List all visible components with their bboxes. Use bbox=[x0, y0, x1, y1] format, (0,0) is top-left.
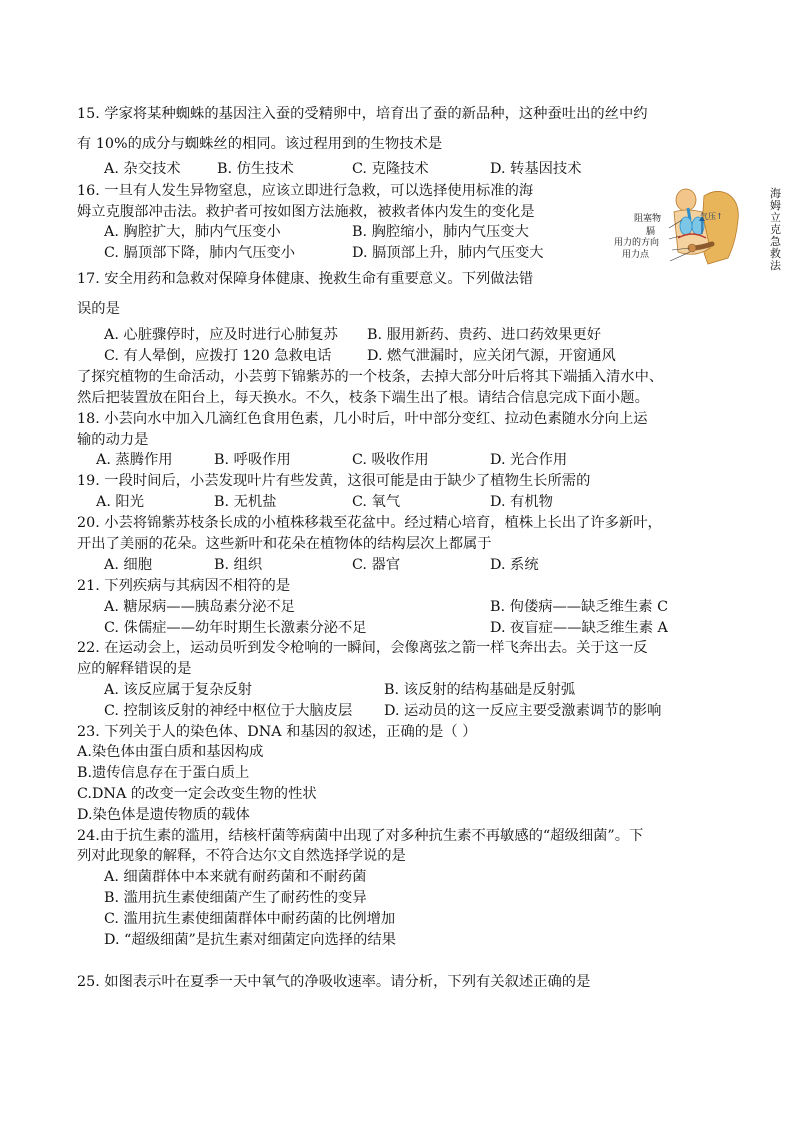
q23-option-c: C.DNA 的改变一定会改变生物的性状 bbox=[77, 786, 317, 802]
q19-option-b: B. 无机盐 bbox=[214, 494, 277, 510]
q15-option-b: B. 仿生技术 bbox=[217, 161, 294, 177]
q18-option-d: D. 光合作用 bbox=[490, 452, 568, 468]
q18-option-b: B. 呼吸作用 bbox=[214, 452, 291, 468]
q24-option-a: A. 细菌群体中本来就有耐药菌和不耐药菌 bbox=[104, 869, 367, 885]
q15-option-c: C. 克隆技术 bbox=[352, 161, 429, 177]
q21-option-d: D. 夜盲症——缺乏维生素 A bbox=[490, 620, 668, 636]
q19-option-c: C. 氧气 bbox=[352, 494, 401, 510]
q22-stem-line2: 应的解释错误的是 bbox=[77, 661, 192, 677]
q23-option-d: D.染色体是遗传物质的载体 bbox=[77, 807, 250, 823]
q23-option-a: A.染色体由蛋白质和基因构成 bbox=[77, 744, 264, 760]
q15-option-d: D. 转基因技术 bbox=[490, 161, 582, 177]
q20-option-b: B. 组织 bbox=[214, 557, 263, 573]
q22-option-c: C. 控制该反射的神经中枢位于大脑皮层 bbox=[104, 703, 353, 719]
q17-option-d: D. 燃气泄漏时，应关闭气源，开窗通风 bbox=[367, 348, 616, 364]
q15-stem-line1: 15. 学家将某种蜘蛛的基因注入蚕的受精卵中，培育出了蚕的新品种，这种蚕吐出的丝中约 bbox=[77, 106, 648, 122]
q20-stem-line1: 20. 小芸将锦紫苏枝条长成的小植株移栽至花盆中。经过精心培育，植株上长出了许多新叶， bbox=[77, 515, 662, 531]
figure-label-diaphragm: 膈 bbox=[646, 227, 656, 237]
q20-option-d: D. 系统 bbox=[490, 557, 539, 573]
q21-stem-line1: 21. 下列疾病与其病因不相符的是 bbox=[77, 578, 291, 594]
q24-stem-line1: 24.由于抗生素的滥用，结核杆菌等病菌中出现了对多种抗生素不再敏感的“超级细菌”。下 bbox=[77, 828, 644, 844]
q25-stem-line1: 25. 如图表示叶在夏季一天中氧气的净吸收速率。请分析，下列有关叙述正确的是 bbox=[77, 974, 591, 990]
q15-option-a: A. 杂交技术 bbox=[104, 161, 181, 177]
q24-option-c: C. 滥用抗生素使细菌群体中耐药菌的比例增加 bbox=[104, 911, 396, 927]
q17-option-b: B. 服用新药、贵药、进口药效果更好 bbox=[367, 327, 602, 343]
q18-stem-line2: 输的动力是 bbox=[77, 432, 149, 448]
q18-stem-line1: 18. 小芸向水中加入几滴红色食用色素，几小时后，叶中部分变红、拉动色素随水分向上运 bbox=[77, 411, 648, 427]
q19-option-a: A. 阳光 bbox=[96, 494, 145, 510]
q21-option-c: C. 侏儒症——幼年时期生长激素分泌不足 bbox=[104, 620, 367, 636]
q17-option-a: A. 心脏骤停时，应及时进行心肺复苏 bbox=[104, 327, 338, 343]
q16-option-a: A. 胸腔扩大，肺内气压变小 bbox=[104, 224, 281, 240]
figure-label-force-direction: 用力的方向 bbox=[614, 238, 660, 248]
q16-stem-line2: 姆立克腹部冲击法。救护者可按如图方法施救，被救者体内发生的变化是 bbox=[77, 204, 535, 220]
q22-option-d: D. 运动员的这一反应主要受激素调节的影响 bbox=[384, 703, 662, 719]
q16-option-b: B. 胸腔缩小，肺内气压变大 bbox=[352, 224, 529, 240]
q20-option-a: A. 细胞 bbox=[104, 557, 153, 573]
q19-option-d: D. 有机物 bbox=[490, 494, 553, 510]
q24-stem-line2: 列对此现象的解释，不符合达尔文自然选择学说的是 bbox=[77, 848, 406, 864]
q24-option-d: D. “超级细菌”是抗生素对细菌定向选择的结果 bbox=[104, 932, 397, 948]
q17-stem-line1: 17. 安全用药和急救对保障身体健康、挽救生命有重要意义。下列做法错 bbox=[77, 271, 534, 287]
q23-stem-line1: 23. 下列关于人的染色体、DNA 和基因的叙述，正确的是（ ） bbox=[77, 724, 477, 740]
q21-option-a: A. 糖尿病——胰岛素分泌不足 bbox=[104, 599, 295, 615]
q16-stem-line1: 16. 一旦有人发生异物窒息，应该立即进行急救，可以选择使用标准的海 bbox=[77, 183, 534, 199]
q15-stem-line2: 有 10%的成分与蜘蛛丝的相同。该过程用到的生物技术是 bbox=[77, 136, 443, 152]
q16-option-c: C. 膈顶部下降，肺内气压变小 bbox=[104, 245, 296, 261]
q16-option-d: D. 膈顶部上升，肺内气压变大 bbox=[352, 245, 544, 261]
intro-line1: 了探究植物的生命活动，小芸剪下锦紫苏的一个枝条，去掉大部分叶后将其下端插入清水中、 bbox=[77, 369, 664, 385]
q22-option-b: B. 该反射的结构基础是反射弧 bbox=[384, 682, 576, 698]
q23-option-b: B.遗传信息存在于蛋白质上 bbox=[77, 765, 250, 781]
q17-stem-line2: 误的是 bbox=[77, 301, 120, 317]
q22-option-a: A. 该反应属于复杂反射 bbox=[104, 682, 253, 698]
q24-option-b: B. 滥用抗生素使细菌产生了耐药性的变异 bbox=[104, 890, 367, 906]
q19-stem-line1: 19. 一段时间后，小芸发现叶片有些发黄，这很可能是由于缺少了植物生长所需的 bbox=[77, 473, 591, 489]
q17-option-c: C. 有人晕倒，应拨打 120 急救电话 bbox=[104, 348, 332, 364]
q21-option-b: B. 佝偻病——缺乏维生素 C bbox=[490, 599, 669, 615]
figure-label-pressure: 气压↑ bbox=[700, 212, 723, 221]
figure-title: 海姆立克急救法 bbox=[770, 187, 781, 272]
q20-stem-line2: 开出了美丽的花朵。这些新叶和花朵在植物体的结构层次上都属于 bbox=[77, 536, 492, 552]
q20-option-c: C. 器官 bbox=[352, 557, 401, 573]
intro-line2: 然后把装置放在阳台上，每天换水。不久，枝条下端生出了根。请结合信息完成下面小题。 bbox=[77, 390, 649, 406]
figure-label-obstruction: 阻塞物 bbox=[634, 214, 662, 224]
heimlich-figure bbox=[612, 186, 784, 270]
q18-option-a: A. 蒸腾作用 bbox=[96, 452, 173, 468]
figure-label-force-point: 用力点 bbox=[622, 250, 650, 260]
q22-stem-line1: 22. 在运动会上，运动员听到发令枪响的一瞬间，会像离弦之箭一样飞奔出去。关于这一反 bbox=[77, 640, 648, 656]
q18-option-c: C. 吸收作用 bbox=[352, 452, 429, 468]
